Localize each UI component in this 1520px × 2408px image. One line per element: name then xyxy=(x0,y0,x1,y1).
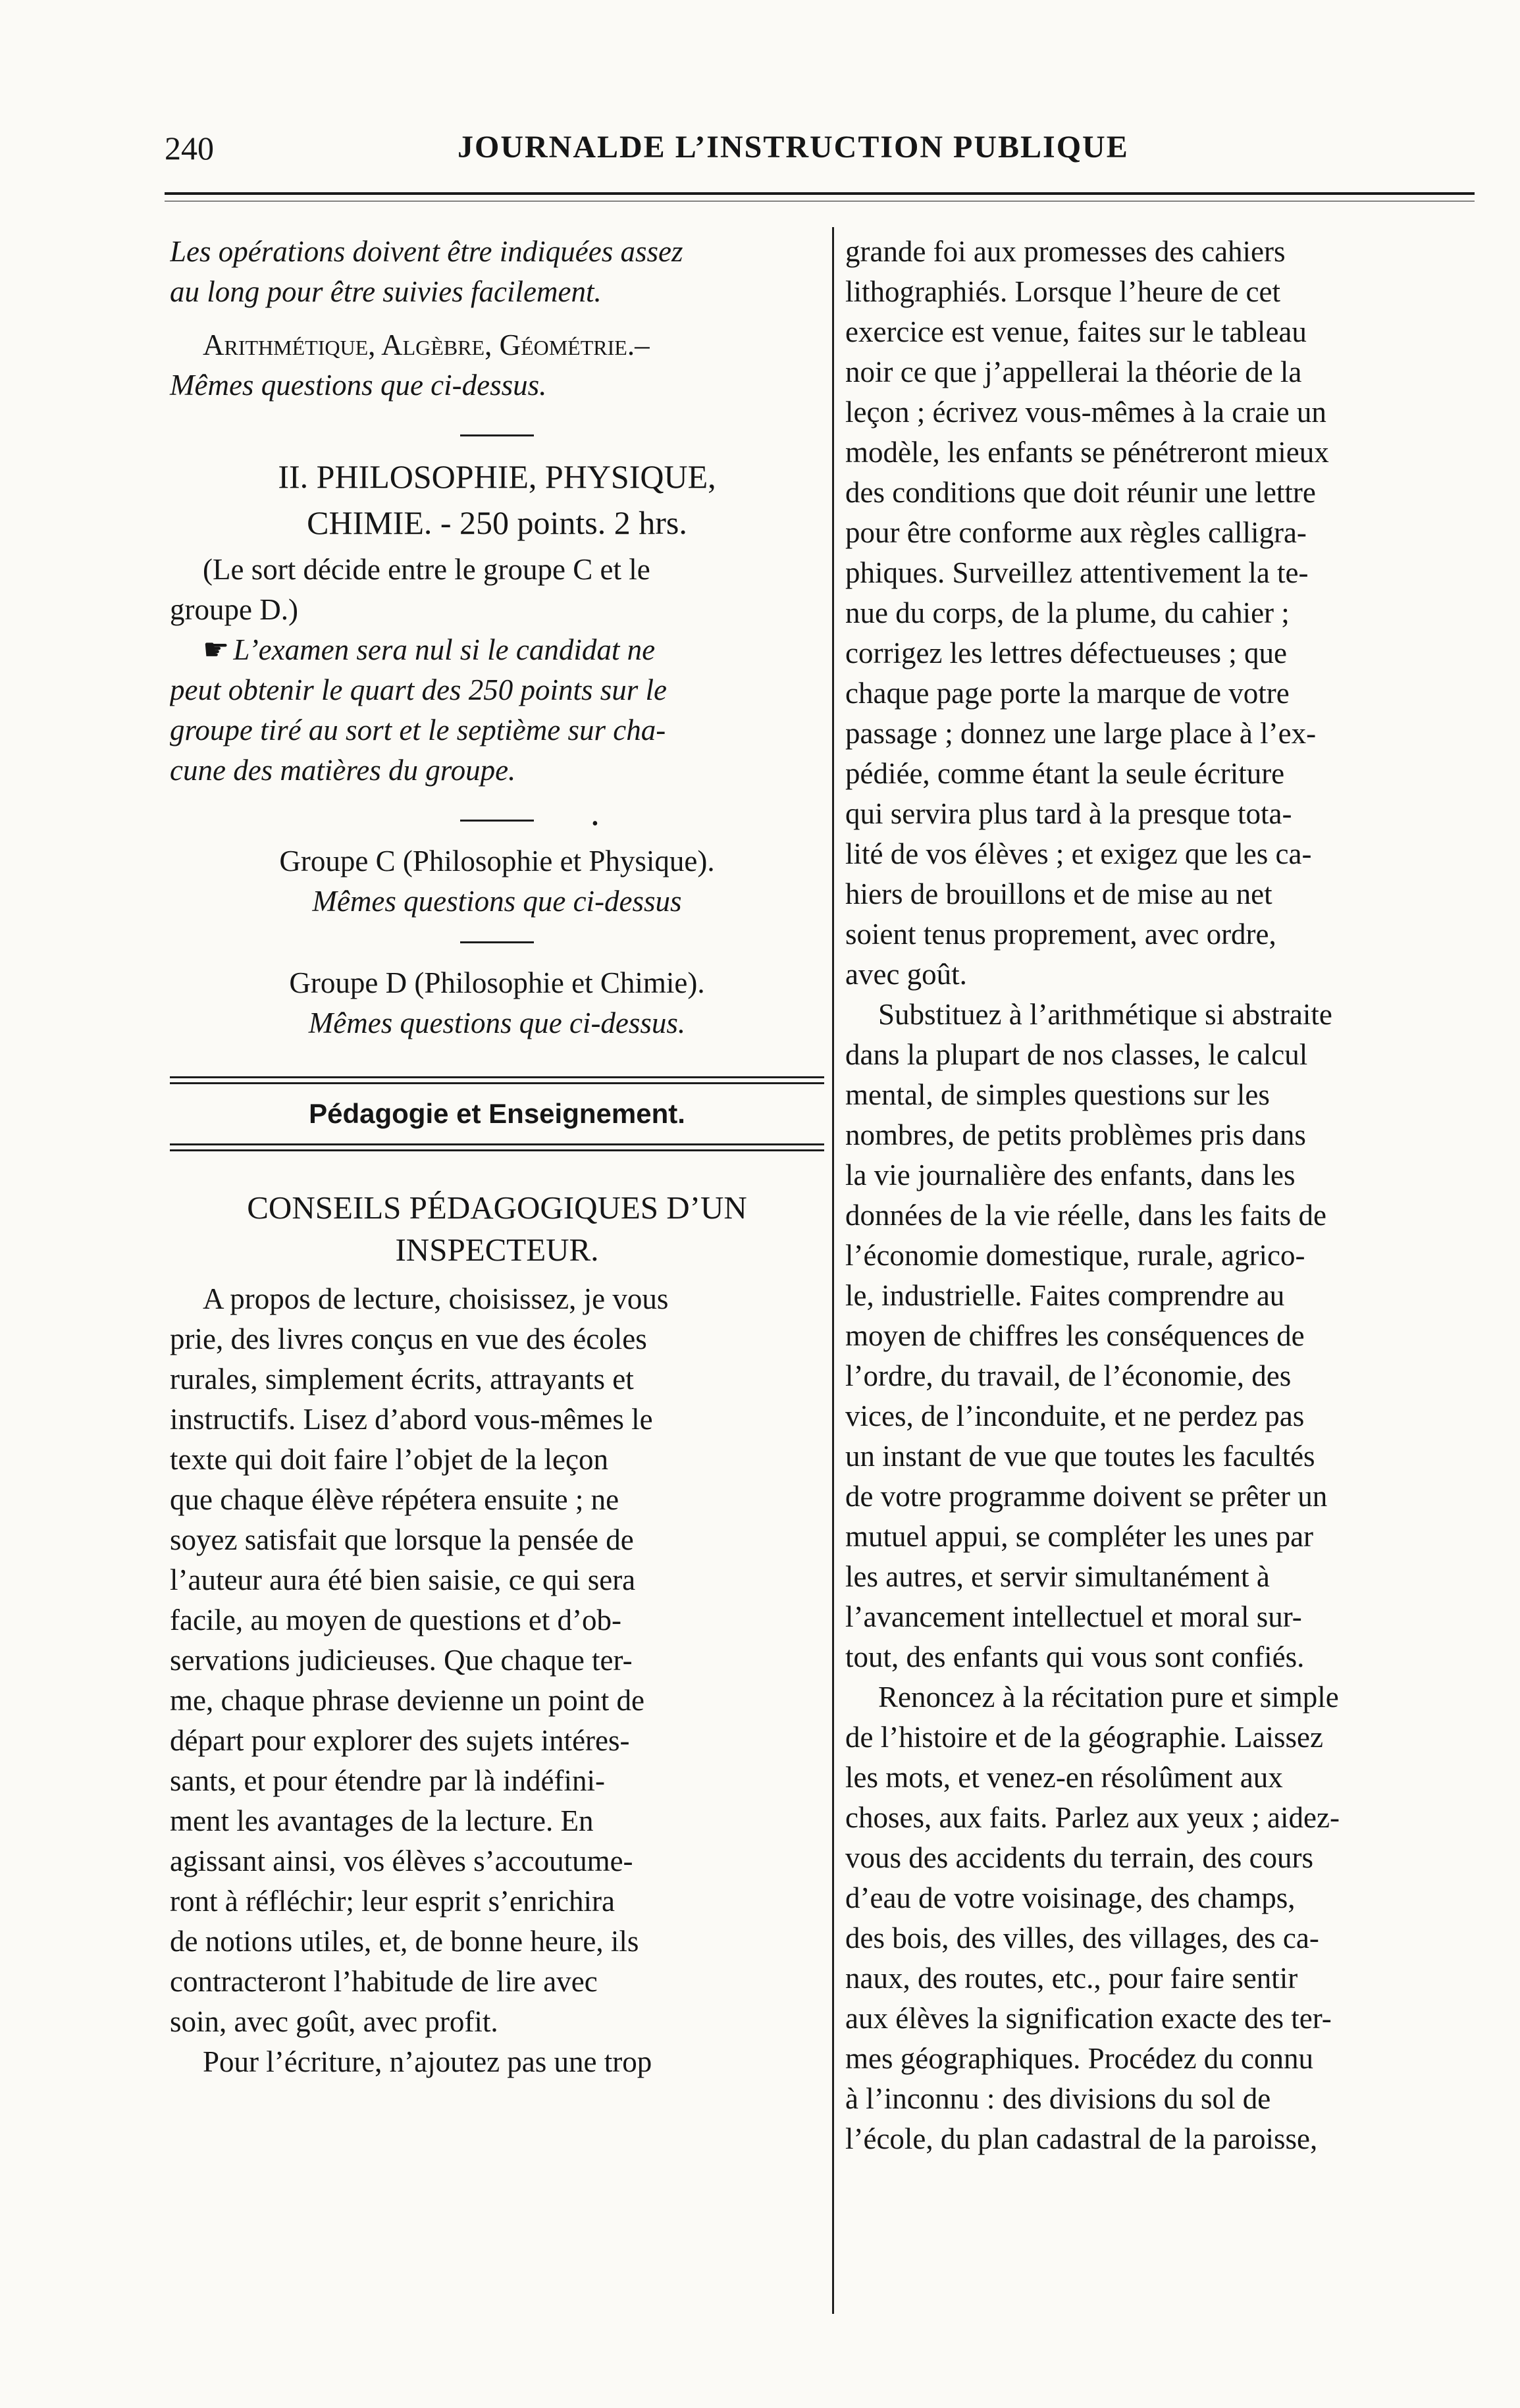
text-line: cune des matières du groupe. xyxy=(170,754,516,787)
text-line: l’ordre, du travail, de l’économie, des xyxy=(845,1359,1292,1392)
text-line: départ pour explorer des sujets intéres- xyxy=(170,1724,630,1757)
exam-intro xyxy=(170,232,824,312)
text-line: l’auteur aura été bien saisie, ce qui sera xyxy=(170,1563,636,1596)
text-line: servations judicieuses. Que chaque ter- xyxy=(170,1644,633,1677)
text-line: soient tenus proprement, avec ordre, xyxy=(845,918,1276,951)
text-line: de votre programme doivent se prêter un xyxy=(845,1480,1328,1513)
text-line: des bois, des villes, des villages, des ca- xyxy=(845,1922,1319,1954)
rubric-rule-bottom xyxy=(170,1143,824,1151)
text-line: de notions utiles, et, de bonne heure, ils xyxy=(170,1925,639,1958)
text-line: contracteront l’habitude de lire avec xyxy=(170,1965,598,1998)
text-line: un instant de vue que toutes les facultés xyxy=(845,1440,1315,1473)
text-line: ment les avantages de la lecture. En xyxy=(170,1804,594,1837)
text-line: mes géographiques. Procédez du connu xyxy=(845,2042,1314,2075)
text-line: groupe tiré au sort et le septième sur cha- xyxy=(170,714,666,746)
exam-warning xyxy=(170,630,824,791)
group-d-title: Groupe D (Philosophie et Chimie). xyxy=(289,966,705,999)
text-line: corrigez les lettres défectueuses ; que xyxy=(845,637,1287,669)
article-body-right xyxy=(845,232,1451,2159)
page-number: 240 xyxy=(165,130,214,167)
text-line: nombres, de petits problèmes pris dans xyxy=(845,1118,1306,1151)
text-line: soin, avec goût, avec profit. xyxy=(170,2005,498,2038)
text-line: tout, des enfants qui vous sont confiés. xyxy=(845,1640,1305,1673)
text-line: phiques. Surveillez attentivement la te- xyxy=(845,556,1309,589)
section-separator xyxy=(460,941,534,943)
text-line: exercice est venue, faites sur le tableau xyxy=(845,315,1307,348)
text-line: le, industrielle. Faites comprendre au xyxy=(845,1279,1285,1312)
rubric-heading: Pédagogie et Enseignement. xyxy=(309,1098,685,1129)
right-column xyxy=(845,232,1451,2159)
text-line: nue du corps, de la plume, du cahier ; xyxy=(845,596,1290,629)
page-header xyxy=(165,129,1475,175)
text-line: rurales, simplement écrits, attrayants et xyxy=(170,1363,634,1396)
group-choice xyxy=(170,550,824,630)
text-line: avec goût. xyxy=(845,958,967,991)
text-line: grande foi aux promesses des cahiers xyxy=(845,235,1286,268)
section-separator xyxy=(460,820,534,822)
text-line: au long pour être suivies facilement. xyxy=(170,275,602,308)
text-line: à l’inconnu : des divisions du sol de xyxy=(845,2082,1271,2115)
text-line: lité de vos élèves ; et exigez que les ca- xyxy=(845,837,1312,870)
text-line: prie, des livres conçus en vue des écoles xyxy=(170,1322,647,1355)
subject-arithmetic-note: Mêmes questions que ci-dessus. xyxy=(170,369,547,402)
warning-text: L’examen sera nul si le candidat ne xyxy=(233,633,656,666)
text-line: choses, aux faits. Parlez aux yeux ; aidez- xyxy=(845,1801,1340,1834)
text-line: Substituez à l’arithmétique si abstraite xyxy=(878,998,1332,1031)
subject-arithmetic: Arithmétique, Algèbre, Géométrie.– xyxy=(203,328,650,361)
text-line: de l’histoire et de la géographie. Laissez xyxy=(845,1721,1323,1754)
text-line: texte qui doit faire l’objet de la leçon xyxy=(170,1443,608,1476)
text-line: mutuel appui, se compléter les unes par xyxy=(845,1520,1314,1553)
text-line: instructifs. Lisez d’abord vous-mêmes le xyxy=(170,1403,653,1436)
text-line: noir ce que j’appellerai la théorie de la xyxy=(845,355,1302,388)
text-line: mental, de simples questions sur les xyxy=(845,1078,1270,1111)
text-line: lithographiés. Lorsque l’heure de cet xyxy=(845,275,1281,308)
text-line: sants, et pour étendre par là indéfini- xyxy=(170,1764,606,1797)
text-line: groupe D.) xyxy=(170,593,298,626)
text-line: Les opérations doivent être indiquées assez xyxy=(170,235,683,268)
left-column xyxy=(170,232,824,2082)
text-line: leçon ; écrivez vous-mêmes à la craie un xyxy=(845,396,1326,429)
text-line: pédiée, comme étant la seule écriture xyxy=(845,757,1285,790)
text-line: dans la plupart de nos classes, le calcul xyxy=(845,1038,1308,1071)
text-line: A propos de lecture, choisissez, je vous xyxy=(203,1282,669,1315)
text-line: données de la vie réelle, dans les faits de xyxy=(845,1199,1326,1232)
text-line: ront à réfléchir; leur esprit s’enrichira xyxy=(170,1885,615,1918)
section-separator xyxy=(460,434,534,436)
text-line: d’eau de votre voisinage, des champs, xyxy=(845,1881,1296,1914)
text-line: hiers de brouillons et de mise au net xyxy=(845,877,1272,910)
text-line: l’école, du plan cadastral de la paroisse, xyxy=(845,2122,1318,2155)
text-line: moyen de chiffres les conséquences de xyxy=(845,1319,1305,1352)
text-line: peut obtenir le quart des 250 points sur le xyxy=(170,673,667,706)
text-line: qui servira plus tard à la presque tota- xyxy=(845,797,1292,830)
text-line: aux élèves la signification exacte des ter- xyxy=(845,2002,1332,2035)
group-c-note: Mêmes questions que ci-dessus xyxy=(312,885,682,918)
text-line: l’économie domestique, rurale, agrico- xyxy=(845,1239,1305,1272)
text-line: les mots, et venez-en résolûment aux xyxy=(845,1761,1283,1794)
section-subtitle: CHIMIE. - 250 points. 2 hrs. xyxy=(307,504,687,541)
text-line: me, chaque phrase devienne un point de xyxy=(170,1684,644,1717)
text-line: pour être conforme aux règles calligra- xyxy=(845,516,1307,549)
article-title-continued: INSPECTEUR. xyxy=(395,1232,599,1268)
text-line: modèle, les enfants se pénétreront mieux xyxy=(845,436,1329,469)
text-line: agissant ainsi, vos élèves s’accoutume- xyxy=(170,1845,633,1877)
text-line: facile, au moyen de questions et d’ob- xyxy=(170,1604,622,1636)
header-rule xyxy=(165,192,1475,201)
rubric-rule-top xyxy=(170,1076,824,1084)
text-line: chaque page porte la marque de votre xyxy=(845,677,1290,710)
group-d-note: Mêmes questions que ci-dessus. xyxy=(308,1007,686,1039)
journal-title: JOURNALDE L’INSTRUCTION PUBLIQUE xyxy=(458,130,1129,165)
text-line: passage ; donnez une large place à l’ex- xyxy=(845,717,1317,750)
text-line: Renoncez à la récitation pure et simple xyxy=(878,1681,1339,1714)
pointing-hand-icon: ☛ xyxy=(203,633,230,666)
text-line xyxy=(170,630,824,670)
article-body-left xyxy=(170,1279,824,2082)
text-line: vices, de l’inconduite, et ne perdez pas xyxy=(845,1400,1305,1432)
group-c-title: Groupe C (Philosophie et Physique). xyxy=(279,845,715,877)
text-line: vous des accidents du terrain, des cours xyxy=(845,1841,1314,1874)
text-line: des conditions que doit réunir une lettre xyxy=(845,476,1316,509)
article-title: CONSEILS PÉDAGOGIQUES D’UN xyxy=(247,1190,747,1226)
text-line: les autres, et servir simultanément à xyxy=(845,1560,1270,1593)
section-title: II. PHILOSOPHIE, PHYSIQUE, xyxy=(278,458,716,495)
column-divider xyxy=(832,227,834,2314)
text-line: la vie journalière des enfants, dans les xyxy=(845,1159,1296,1191)
text-line: naux, des routes, etc., pour faire sentir xyxy=(845,1962,1298,1995)
text-line: Pour l’écriture, n’ajoutez pas une trop xyxy=(203,2045,652,2078)
text-line: l’avancement intellectuel et moral sur- xyxy=(845,1600,1302,1633)
text-line: (Le sort décide entre le groupe C et le xyxy=(203,553,650,586)
text-line: soyez satisfait que lorsque la pensée de xyxy=(170,1523,634,1556)
text-line: que chaque élève répétera ensuite ; ne xyxy=(170,1483,619,1516)
